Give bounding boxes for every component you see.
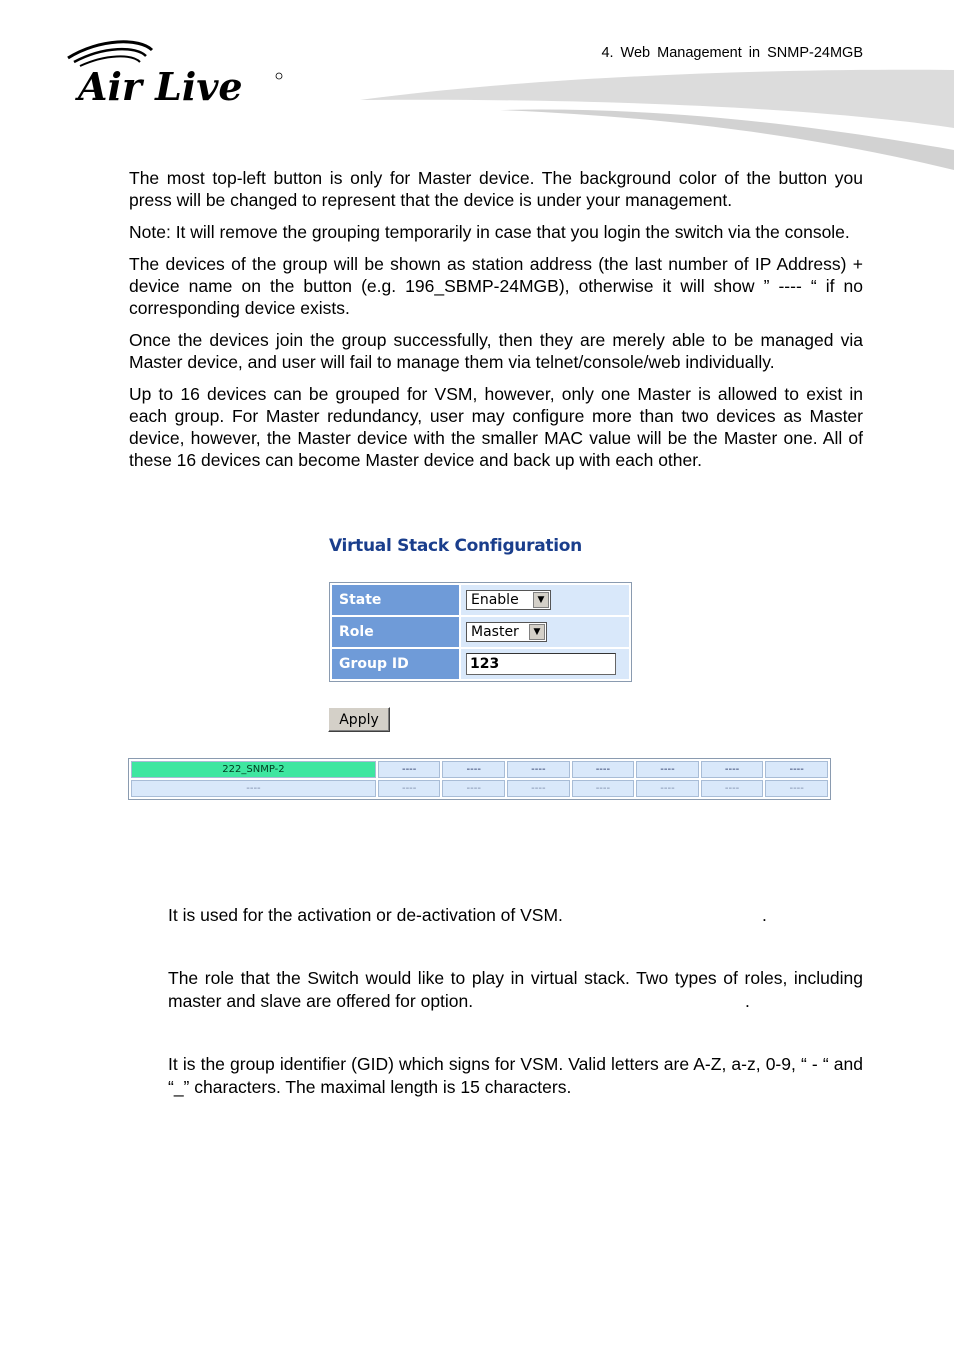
paragraph: The devices of the group will be shown as station address (the last number of IP Address) + device name on the button (e.g. 196_SBMP-24MGB), otherwise it will show ” ---- “ if no corresponding device exists. — [129, 254, 863, 318]
device-button-grid — [128, 758, 831, 800]
vsm-title: Virtual Stack Configuration — [329, 536, 582, 556]
device-button[interactable]: ---- — [636, 780, 699, 797]
role-select-value: Master — [471, 624, 519, 640]
state-select-value: Enable — [471, 592, 519, 608]
role-description-text: The role that the Switch would like to play in virtual stack. Two types of roles, including master and slave are offered for option. — [168, 968, 863, 1011]
device-button[interactable]: ---- — [701, 780, 764, 797]
intro-text — [129, 167, 863, 481]
vsm-config-table — [329, 582, 632, 682]
state-cell — [461, 585, 629, 615]
paragraph: Note: It will remove the grouping temporarily in case that you login the switch via the console. — [129, 222, 850, 242]
device-button[interactable]: ---- — [701, 761, 764, 778]
role-label: Role — [332, 617, 459, 647]
group-id-input[interactable] — [466, 653, 616, 675]
device-button[interactable]: ---- — [765, 761, 828, 778]
device-button[interactable]: ---- — [572, 780, 635, 797]
role-description — [168, 967, 863, 1013]
device-button[interactable]: ---- — [765, 780, 828, 797]
trailing-dot: . — [745, 991, 750, 1011]
airlive-logo — [60, 40, 290, 110]
device-button[interactable]: ---- — [507, 761, 570, 778]
device-button[interactable]: ---- — [442, 761, 505, 778]
device-button[interactable]: ---- — [378, 761, 441, 778]
device-button[interactable]: ---- — [507, 780, 570, 797]
state-label: State — [332, 585, 459, 615]
paragraph: The most top-left button is only for Master device. The background color of the button you press will be changed to represent that the device is under your management. — [129, 168, 863, 210]
apply-button[interactable]: Apply — [328, 707, 390, 732]
trailing-dot: . — [762, 905, 767, 925]
role-row — [332, 617, 629, 647]
state-description-text: It is used for the activation or de-activation of VSM. — [168, 905, 563, 925]
logo-text: Air Live — [78, 64, 243, 109]
role-cell — [461, 617, 629, 647]
group-id-cell — [461, 649, 629, 679]
state-select[interactable] — [466, 590, 551, 610]
device-row — [131, 761, 828, 778]
section-title: 4. Web Management in SNMP-24MGB — [601, 45, 863, 61]
state-description — [168, 904, 863, 927]
dropdown-arrow-icon[interactable]: ▼ — [529, 624, 545, 640]
state-row — [332, 585, 629, 615]
paragraph: Up to 16 devices can be grouped for VSM, however, only one Master is allowed to exist in each group. For Master redundancy, user may configure more than two devices as Master device, however, the Master device with the smaller MAC value will be the Master one. All of these 16 devices can become Master device and back up with each other. — [129, 384, 863, 470]
device-button[interactable]: ---- — [572, 761, 635, 778]
device-button[interactable]: ---- — [636, 761, 699, 778]
role-select[interactable] — [466, 622, 547, 642]
group-id-description: It is the group identifier (GID) which signs for VSM. Valid letters are A-Z, a-z, 0-9, “ - “ and “_” characters. The maximal length is 15 characters. — [168, 1054, 863, 1097]
device-button[interactable]: ---- — [442, 780, 505, 797]
device-button[interactable]: ---- — [131, 780, 376, 797]
device-row — [131, 780, 828, 797]
device-button-master[interactable]: 222_SNMP-2 — [131, 761, 376, 778]
device-button[interactable]: ---- — [378, 780, 441, 797]
dropdown-arrow-icon[interactable]: ▼ — [533, 592, 549, 608]
group-id-label: Group ID — [332, 649, 459, 679]
group-id-row — [332, 649, 629, 679]
paragraph: Once the devices join the group successfully, then they are merely able to be managed via Master device, and user will fail to manage them via telnet/console/web individually. — [129, 330, 863, 372]
